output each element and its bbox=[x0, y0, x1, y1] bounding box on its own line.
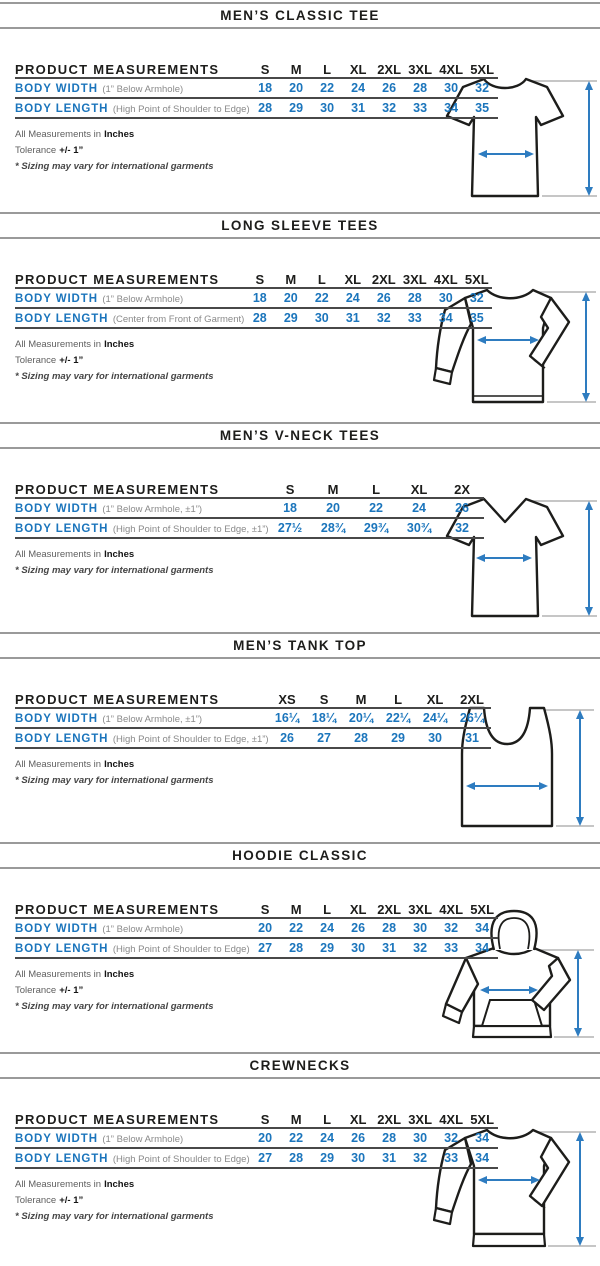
row-sublabel: (1” Below Armhole) bbox=[102, 294, 184, 305]
measurement-value: 27 bbox=[258, 1151, 273, 1165]
measurement-row bbox=[15, 1128, 498, 1148]
section-header bbox=[0, 2, 600, 29]
section-title: HOODIE CLASSIC bbox=[232, 848, 368, 863]
measurement-value: 31 bbox=[345, 311, 360, 325]
measurement-value: 26 bbox=[351, 1131, 366, 1145]
note-measurements-unit: Inches bbox=[104, 759, 135, 770]
measurement-value: 22 bbox=[369, 501, 384, 515]
measurement-value: 33 bbox=[444, 1151, 459, 1165]
size-column-header: 2XL bbox=[377, 62, 402, 77]
note-tolerance-prefix: Tolerance bbox=[15, 985, 57, 996]
measurement-row bbox=[15, 288, 492, 308]
size-column-header: XS bbox=[278, 692, 296, 707]
measurement-value: 30 bbox=[413, 921, 428, 935]
row-label: BODY WIDTH bbox=[15, 293, 98, 305]
measurement-value: 32 bbox=[444, 1131, 459, 1145]
measurement-value: 28 bbox=[289, 941, 304, 955]
measurement-row bbox=[15, 938, 498, 958]
measurement-value: 22¼ bbox=[385, 711, 411, 725]
size-column-header: L bbox=[394, 692, 403, 707]
row-label-cell bbox=[15, 518, 269, 538]
size-column-header: S bbox=[260, 1112, 270, 1127]
size-chart-section bbox=[0, 2, 600, 212]
measurement-value: 26 bbox=[280, 731, 295, 745]
measurement-value: 29¾ bbox=[363, 521, 389, 535]
measurement-value: 20¼ bbox=[348, 711, 374, 725]
row-label: BODY LENGTH bbox=[15, 943, 109, 955]
measurement-row bbox=[15, 98, 498, 118]
note-tolerance-prefix: Tolerance bbox=[15, 145, 57, 156]
size-column-header: 4XL bbox=[439, 1112, 464, 1127]
measurement-value: 32 bbox=[469, 291, 484, 305]
measurement-value: 31 bbox=[351, 101, 366, 115]
note-sizing: * Sizing may vary for international garments bbox=[15, 775, 214, 786]
size-header-row bbox=[15, 1112, 498, 1128]
measurement-value: 16¼ bbox=[274, 711, 300, 725]
row-label-cell bbox=[15, 288, 244, 308]
row-sublabel: (Center from Front of Garment) bbox=[112, 314, 245, 325]
row-sublabel: (High Point of Shoulder to Edge) bbox=[112, 1154, 250, 1165]
measurement-value: 24 bbox=[412, 501, 427, 515]
measurement-value: 31 bbox=[382, 1151, 397, 1165]
size-column-header: XL bbox=[349, 1112, 367, 1127]
size-column-header: 5XL bbox=[470, 1112, 495, 1127]
note-tolerance-value: +/- 1” bbox=[59, 145, 84, 156]
measurement-value: 33 bbox=[407, 311, 422, 325]
size-column-header: M bbox=[327, 482, 339, 497]
measurement-value: 28 bbox=[354, 731, 369, 745]
section-title: MEN’S V-NECK TEES bbox=[219, 428, 381, 443]
row-label-cell bbox=[15, 728, 269, 748]
row-label: BODY LENGTH bbox=[15, 523, 109, 535]
size-chart-section bbox=[0, 1052, 600, 1262]
measurement-row bbox=[15, 308, 492, 328]
note-measurements-prefix: All Measurements in bbox=[15, 339, 102, 350]
note-measurements-prefix: All Measurements in bbox=[15, 129, 102, 140]
size-column-header: M bbox=[290, 1112, 302, 1127]
size-header-row bbox=[15, 62, 498, 78]
section-header bbox=[0, 422, 600, 449]
row-label-cell bbox=[15, 938, 250, 958]
note-measurements-prefix: All Measurements in bbox=[15, 549, 102, 560]
row-label-cell bbox=[15, 78, 250, 98]
row-label: BODY LENGTH bbox=[15, 733, 109, 745]
section-header bbox=[0, 632, 600, 659]
section-body bbox=[0, 62, 600, 212]
size-table bbox=[15, 902, 498, 959]
size-column-header: 3XL bbox=[408, 62, 433, 77]
measurement-value: 29 bbox=[289, 101, 304, 115]
note-sizing: * Sizing may vary for international garments bbox=[15, 565, 214, 576]
size-column-header: XL bbox=[349, 62, 367, 77]
measurement-value: 24¼ bbox=[422, 711, 448, 725]
measurements-heading: PRODUCT MEASUREMENTS bbox=[15, 902, 220, 917]
size-table bbox=[15, 62, 498, 119]
section-header bbox=[0, 212, 600, 239]
measurement-value: 30 bbox=[428, 731, 443, 745]
measurement-value: 24 bbox=[351, 81, 366, 95]
measurement-value: 34 bbox=[438, 311, 453, 325]
size-column-header: 3XL bbox=[408, 902, 433, 917]
note-tolerance-value: +/- 1” bbox=[59, 985, 84, 996]
size-column-header: 2X bbox=[454, 482, 471, 497]
note-measurements-unit: Inches bbox=[104, 549, 135, 560]
row-label: BODY WIDTH bbox=[15, 1133, 98, 1145]
measurement-value: 24 bbox=[320, 1131, 335, 1145]
size-header-row bbox=[15, 692, 491, 708]
measurement-value: 34 bbox=[475, 1151, 490, 1165]
measurement-value: 31 bbox=[382, 941, 397, 955]
measurement-value: 22 bbox=[289, 1131, 304, 1145]
size-column-header: L bbox=[323, 902, 332, 917]
measurement-value: 22 bbox=[320, 81, 335, 95]
measurement-value: 30 bbox=[314, 311, 329, 325]
measurement-value: 32 bbox=[413, 1151, 428, 1165]
row-label: BODY LENGTH bbox=[15, 313, 109, 325]
size-table bbox=[15, 692, 491, 749]
measurement-value: 20 bbox=[258, 1131, 273, 1145]
measurement-value: 30 bbox=[438, 291, 453, 305]
measurement-value: 24 bbox=[345, 291, 360, 305]
measurement-value: 20 bbox=[289, 81, 304, 95]
row-label: BODY WIDTH bbox=[15, 83, 98, 95]
measurement-value: 28 bbox=[382, 1131, 397, 1145]
note-sizing: * Sizing may vary for international garments bbox=[15, 371, 214, 382]
size-column-header: M bbox=[355, 692, 367, 707]
measurement-value: 33 bbox=[413, 101, 428, 115]
size-column-header: S bbox=[255, 272, 265, 287]
row-label: BODY WIDTH bbox=[15, 923, 98, 935]
size-column-header: 5XL bbox=[470, 902, 495, 917]
section-title: MEN’S TANK TOP bbox=[233, 638, 367, 653]
measurement-value: 35 bbox=[469, 311, 484, 325]
size-column-header: M bbox=[285, 272, 297, 287]
section-body bbox=[0, 1112, 600, 1262]
size-column-header: 2XL bbox=[371, 272, 396, 287]
measurement-row bbox=[15, 78, 498, 98]
measurement-value: 29 bbox=[320, 1151, 335, 1165]
measurement-value: 30 bbox=[351, 1151, 366, 1165]
size-column-header: 4XL bbox=[439, 62, 464, 77]
measurement-value: 30 bbox=[413, 1131, 428, 1145]
measurement-value: 32 bbox=[455, 521, 470, 535]
measurement-value: 30 bbox=[320, 101, 335, 115]
row-sublabel: (High Point of Shoulder to Edge, ±1”) bbox=[112, 734, 269, 745]
row-sublabel: (1” Below Armhole) bbox=[102, 84, 184, 95]
row-label-cell bbox=[15, 98, 250, 118]
measurement-value: 22 bbox=[314, 291, 329, 305]
size-chart-section bbox=[0, 422, 600, 632]
size-column-header: 4XL bbox=[433, 272, 458, 287]
note-tolerance-value: +/- 1” bbox=[59, 1195, 84, 1206]
measurement-row bbox=[15, 1148, 498, 1168]
size-column-header: 2XL bbox=[377, 1112, 402, 1127]
note-sizing: * Sizing may vary for international garments bbox=[15, 1211, 214, 1222]
measurement-row bbox=[15, 728, 491, 748]
row-label-cell bbox=[15, 1128, 250, 1148]
measurement-value: 20 bbox=[283, 291, 298, 305]
size-column-header: XL bbox=[344, 272, 362, 287]
measurement-value: 20 bbox=[258, 921, 273, 935]
row-label-cell bbox=[15, 918, 250, 938]
measurement-value: 18 bbox=[258, 81, 273, 95]
measurement-value: 26 bbox=[351, 921, 366, 935]
section-title: LONG SLEEVE TEES bbox=[221, 218, 379, 233]
note-measurements-unit: Inches bbox=[104, 339, 135, 350]
size-column-header: L bbox=[323, 62, 332, 77]
row-sublabel: (1” Below Armhole) bbox=[102, 1134, 184, 1145]
size-header-row bbox=[15, 482, 484, 498]
size-chart-section bbox=[0, 842, 600, 1052]
section-body bbox=[0, 692, 600, 842]
measurement-row bbox=[15, 708, 491, 728]
size-column-header: S bbox=[285, 482, 295, 497]
measurement-value: 28 bbox=[382, 921, 397, 935]
section-body bbox=[0, 902, 600, 1052]
measurement-value: 24 bbox=[320, 921, 335, 935]
measurement-row bbox=[15, 918, 498, 938]
measurement-value: 18 bbox=[252, 291, 267, 305]
size-header-row bbox=[15, 902, 498, 918]
row-sublabel: (1” Below Armhole, ±1”) bbox=[102, 714, 203, 725]
row-sublabel: (1” Below Armhole) bbox=[102, 924, 184, 935]
row-label-cell bbox=[15, 308, 244, 328]
row-label-cell bbox=[15, 1148, 250, 1168]
row-label-cell bbox=[15, 498, 269, 518]
measurement-value: 34 bbox=[475, 921, 490, 935]
row-label: BODY LENGTH bbox=[15, 1153, 109, 1165]
measurement-value: 27 bbox=[317, 731, 332, 745]
size-header-row bbox=[15, 272, 492, 288]
size-column-header: XL bbox=[349, 902, 367, 917]
note-tolerance-prefix: Tolerance bbox=[15, 1195, 57, 1206]
measurement-value: 28 bbox=[289, 1151, 304, 1165]
note-measurements-prefix: All Measurements in bbox=[15, 1179, 102, 1190]
row-label: BODY LENGTH bbox=[15, 103, 109, 115]
section-title: CREWNECKS bbox=[249, 1058, 351, 1073]
measurements-heading: PRODUCT MEASUREMENTS bbox=[15, 1112, 220, 1127]
note-measurements-unit: Inches bbox=[104, 1179, 135, 1190]
note-measurements-unit: Inches bbox=[104, 969, 135, 980]
measurement-row bbox=[15, 498, 484, 518]
size-column-header: XL bbox=[410, 482, 428, 497]
size-column-header: 5XL bbox=[464, 272, 489, 287]
measurement-value: 26 bbox=[382, 81, 397, 95]
row-sublabel: (High Point of Shoulder to Edge) bbox=[112, 944, 250, 955]
measurement-value: 28 bbox=[252, 311, 267, 325]
section-header bbox=[0, 1052, 600, 1079]
size-column-header: XL bbox=[426, 692, 444, 707]
size-table bbox=[15, 1112, 498, 1169]
measurement-value: 28 bbox=[407, 291, 422, 305]
measurement-value: 30¾ bbox=[406, 521, 432, 535]
size-column-header: S bbox=[319, 692, 329, 707]
size-column-header: 3XL bbox=[402, 272, 427, 287]
measurement-value: 34 bbox=[475, 941, 490, 955]
measurement-row bbox=[15, 518, 484, 538]
measurement-value: 22 bbox=[289, 921, 304, 935]
measurement-value: 20 bbox=[326, 501, 341, 515]
measurements-heading: PRODUCT MEASUREMENTS bbox=[15, 272, 220, 287]
size-column-header: S bbox=[260, 902, 270, 917]
measurement-value: 35 bbox=[475, 101, 490, 115]
measurement-value: 33 bbox=[444, 941, 459, 955]
row-sublabel: (High Point of Shoulder to Edge) bbox=[112, 104, 250, 115]
size-column-header: 3XL bbox=[408, 1112, 433, 1127]
size-column-header: L bbox=[323, 1112, 332, 1127]
note-tolerance-prefix: Tolerance bbox=[15, 355, 57, 366]
note-sizing: * Sizing may vary for international garments bbox=[15, 161, 214, 172]
measurement-value: 32 bbox=[382, 101, 397, 115]
measurement-value: 34 bbox=[444, 101, 459, 115]
measurement-value: 32 bbox=[444, 921, 459, 935]
size-chart-section bbox=[0, 632, 600, 842]
row-sublabel: (1” Below Armhole, ±1”) bbox=[102, 504, 203, 515]
size-table bbox=[15, 482, 484, 539]
row-label-cell bbox=[15, 708, 269, 728]
measurement-value: 18 bbox=[283, 501, 298, 515]
size-column-header: M bbox=[290, 902, 302, 917]
measurement-value: 32 bbox=[475, 81, 490, 95]
note-measurements-prefix: All Measurements in bbox=[15, 969, 102, 980]
size-table bbox=[15, 272, 492, 329]
section-body bbox=[0, 482, 600, 632]
measurement-value: 27 bbox=[258, 941, 273, 955]
note-measurements-unit: Inches bbox=[104, 129, 135, 140]
measurements-heading: PRODUCT MEASUREMENTS bbox=[15, 62, 220, 77]
measurement-value: 26 bbox=[455, 501, 470, 515]
row-sublabel: (High Point of Shoulder to Edge, ±1”) bbox=[112, 524, 269, 535]
measurement-value: 32 bbox=[376, 311, 391, 325]
size-column-header: S bbox=[260, 62, 270, 77]
size-column-header: L bbox=[317, 272, 326, 287]
size-chart-sections bbox=[0, 2, 600, 1262]
measurement-value: 26¼ bbox=[459, 711, 485, 725]
size-column-header: 2XL bbox=[377, 902, 402, 917]
note-tolerance-value: +/- 1” bbox=[59, 355, 84, 366]
size-chart-section bbox=[0, 212, 600, 422]
measurement-value: 27½ bbox=[277, 521, 303, 535]
section-header bbox=[0, 842, 600, 869]
size-column-header: 4XL bbox=[439, 902, 464, 917]
row-label: BODY WIDTH bbox=[15, 503, 98, 515]
measurement-value: 34 bbox=[475, 1131, 490, 1145]
measurement-value: 28 bbox=[258, 101, 273, 115]
measurement-value: 28 bbox=[413, 81, 428, 95]
measurement-value: 18¼ bbox=[311, 711, 337, 725]
measurement-value: 29 bbox=[391, 731, 406, 745]
section-title: MEN’S CLASSIC TEE bbox=[220, 8, 380, 23]
measurement-value: 29 bbox=[283, 311, 298, 325]
measurements-heading: PRODUCT MEASUREMENTS bbox=[15, 482, 220, 497]
size-column-header: L bbox=[372, 482, 381, 497]
section-body bbox=[0, 272, 600, 422]
size-column-header: 5XL bbox=[470, 62, 495, 77]
measurement-value: 26 bbox=[376, 291, 391, 305]
row-label: BODY WIDTH bbox=[15, 713, 98, 725]
measurement-value: 31 bbox=[465, 731, 480, 745]
measurement-value: 30 bbox=[351, 941, 366, 955]
measurement-value: 29 bbox=[320, 941, 335, 955]
size-column-header: M bbox=[290, 62, 302, 77]
note-measurements-prefix: All Measurements in bbox=[15, 759, 102, 770]
measurement-value: 32 bbox=[413, 941, 428, 955]
note-sizing: * Sizing may vary for international garments bbox=[15, 1001, 214, 1012]
measurements-heading: PRODUCT MEASUREMENTS bbox=[15, 692, 220, 707]
size-column-header: 2XL bbox=[460, 692, 484, 707]
measurement-value: 30 bbox=[444, 81, 459, 95]
measurement-value: 28¾ bbox=[320, 521, 346, 535]
